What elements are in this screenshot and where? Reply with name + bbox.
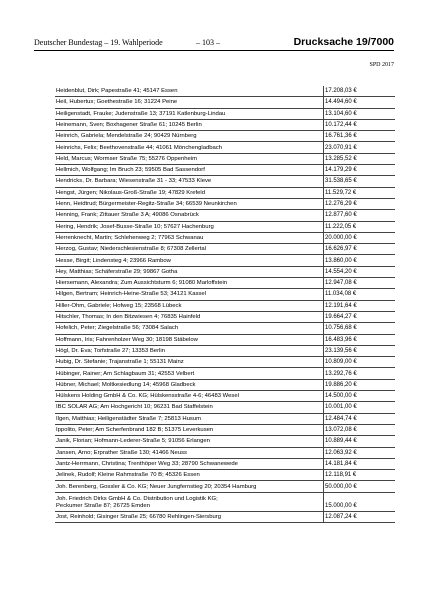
donation-amount: 10.172,44 € — [325, 122, 357, 128]
donation-amount: 12.191,64 € — [325, 302, 357, 309]
donation-amount: 15.000,00 € — [325, 502, 357, 509]
table-row — [55, 142, 395, 153]
donor-name-address: Heidenblut, Dirk; Papestraße 41; 45147 Essen — [56, 88, 178, 95]
table-row — [55, 425, 395, 436]
table-row — [55, 368, 395, 379]
donor-name-address: Hendricks, Dr. Barbara; Wiesenstraße 31 - 33; 47533 Kleve — [56, 178, 212, 185]
table-row — [55, 109, 395, 120]
table-row — [55, 459, 395, 470]
column-divider — [323, 188, 324, 198]
column-divider — [323, 425, 324, 435]
table-row — [55, 289, 395, 300]
column-divider — [323, 109, 324, 119]
donor-name-address: Jansen, Arno; Erprather Straße 130; 41466 Neuss — [56, 449, 187, 456]
table-row — [55, 154, 395, 165]
donor-name-address: Heinrich, Gabriela; Mendelstraße 24; 90429 Nürnberg — [56, 133, 197, 140]
column-divider — [323, 391, 324, 401]
donation-amount: 23.070,91 € — [325, 144, 357, 151]
page-number: – 103 – — [196, 38, 220, 47]
donor-name-address: Jost, Reinhold; Gisinger Straße 25; 66780 Rehlingen-Siersburg — [56, 513, 222, 520]
donor-name-address: Jelinek, Rudolf; Kleine Rahmstraße 70 B; 45326 Essen — [56, 472, 200, 479]
donor-name-address: Hiller-Ohm, Gabriele; Hofweg 15; 23568 Lübeck — [56, 302, 182, 309]
donation-amount: 11.222,05 € — [325, 223, 357, 230]
donor-name-address: Hoffmann, Iris; Fahrenholzer Weg 30; 18198 Stäbelow — [56, 336, 198, 343]
column-divider — [323, 323, 324, 333]
donor-name-address: Joh. Friedrich Dirks GmbH & Co. Distribution und Logistik KG; Peckumer Straße 87; 26725 Emden — [56, 495, 218, 509]
donor-name-address: Hey, Matthias; Schäferstraße 29; 99867 Gotha — [56, 268, 178, 275]
column-divider — [323, 233, 324, 243]
table-row — [55, 199, 395, 210]
table-row — [55, 346, 395, 357]
table-row — [55, 176, 395, 187]
donation-amount: 12.877,60 € — [325, 212, 357, 219]
donor-name-address: Joh. Berenberg, Gossler & Co. KG; Neuer Jungfernstieg 20; 20354 Hamburg — [56, 483, 257, 490]
donation-amount: 14.181,84 € — [325, 460, 357, 467]
column-divider — [323, 312, 324, 322]
donor-name-address: Janik, Florian; Hofmann-Lederer-Straße 5; 91056 Erlangen — [56, 438, 210, 445]
table-row — [55, 414, 395, 425]
table-row — [55, 165, 395, 176]
table-row — [55, 120, 395, 131]
donation-amount: 13.104,60 € — [325, 110, 357, 117]
donation-amount: 16.761,36 € — [325, 133, 357, 140]
document-number: Drucksache 19/7000 — [293, 36, 394, 48]
column-divider — [323, 402, 324, 412]
donor-name-address: Ippolito, Peter; Am Scherfenbrand 182 B; 51375 Leverkusen — [56, 427, 214, 434]
donor-name-address: Herzog, Gustav; Niederschlesienstraße 8; 67308 Zellertal — [56, 246, 206, 253]
column-divider — [323, 176, 324, 186]
donation-amount: 23.139,56 € — [325, 347, 357, 354]
donation-amount: 50.000,00 € — [325, 483, 357, 490]
table-row — [55, 244, 395, 255]
table-row — [55, 210, 395, 221]
table-row — [55, 357, 395, 368]
column-divider — [323, 142, 324, 152]
donation-amount: 12.484,74 € — [325, 415, 357, 422]
donor-name-address: Heil, Hubertus; Goethestraße 16; 31224 Peine — [56, 99, 178, 106]
table-row — [55, 323, 395, 334]
donor-name-address: Herrenknecht, Martin; Schlehenweg 2; 77963 Schwanau — [56, 234, 204, 241]
column-divider — [323, 154, 324, 164]
table-row — [55, 380, 395, 391]
table-row — [55, 301, 395, 312]
table-row — [55, 402, 395, 413]
column-divider — [323, 267, 324, 277]
column-divider — [323, 512, 324, 522]
donor-name-address: IBC SOLAR AG; Am Hochgericht 10; 96231 Bad Staffelstein — [56, 404, 213, 411]
donation-amount: 17.208,03 € — [325, 88, 357, 95]
donor-name-address: Hiersemann, Alexandra; Zum Aussichtsturm 6; 91080 Marloffstein — [56, 280, 228, 287]
table-row — [55, 86, 395, 97]
table-row — [55, 493, 395, 512]
party-label: SPD 2017 — [369, 62, 394, 68]
table-row — [55, 131, 395, 142]
column-divider — [323, 470, 324, 480]
document-source: Deutscher Bundestag – 19. Wahlperiode — [34, 38, 163, 47]
donation-amount: 12.087,24 € — [325, 513, 357, 520]
donation-amount: 13.072,08 € — [325, 427, 357, 434]
donor-name-address: Jantz-Herrmann, Christina; Trenthöper Weg 33; 28790 Schwanewede — [56, 460, 238, 467]
donation-amount: 10.809,00 € — [325, 359, 357, 366]
donor-name-address: Hengst, Jürgen; Nikolaus-Groß-Straße 19; 47829 Krefeld — [56, 189, 205, 196]
column-divider — [323, 380, 324, 390]
donation-amount: 19.886,20 € — [325, 381, 357, 388]
donor-name-address: Hellmich, Wolfgang; Im Bruch 23; 59505 Bad Sassendorf — [56, 167, 205, 174]
donor-name-address: Hesse, Birgit; Lindensteg 4; 23966 Rambow — [56, 257, 171, 264]
donation-amount: 16.483,96 € — [325, 336, 357, 343]
donation-amount: 11.529,72 € — [325, 189, 357, 196]
column-divider — [323, 301, 324, 311]
donor-name-address: Heinrichs, Felix; Beethovenstraße 44; 41061 Mönchengladbach — [56, 144, 223, 151]
donor-name-address: Heiligenstadt, Frauke; Judenstraße 13; 37191 Katlenburg-Lindau — [56, 110, 226, 117]
donor-name-address: Hülskens Holding GmbH & Co. KG; Hülskensstraße 4-6; 46483 Wesel — [56, 393, 239, 400]
donor-name-address: Högl, Dr. Eva; Torfstraße 27; 13353 Berlin — [56, 347, 165, 354]
column-divider — [323, 493, 324, 511]
column-divider — [323, 165, 324, 175]
column-divider — [323, 448, 324, 458]
table-row — [55, 335, 395, 346]
donor-name-address: Hubig, Dr. Stefanie; Trajanstraße 1; 55131 Mainz — [56, 359, 184, 366]
column-divider — [323, 244, 324, 254]
column-divider — [323, 97, 324, 107]
column-divider — [323, 199, 324, 209]
table-row — [55, 255, 395, 266]
donation-amount: 13.860,00 € — [325, 257, 357, 264]
table-row — [55, 278, 395, 289]
donation-amount: 13.292,76 € — [325, 370, 357, 377]
donation-amount: 19.664,27 € — [325, 314, 357, 321]
donation-amount: 12.947,08 € — [325, 280, 357, 287]
table-row — [55, 222, 395, 233]
table-row — [55, 448, 395, 459]
donor-name-address: Hübner, Michael; Moltkesiedlung 14; 45968 Gladbeck — [56, 381, 196, 388]
donor-name-address: Henn, Heidtrud; Bürgermeister-Regitz-Straße 34; 66539 Neunkirchen — [56, 201, 237, 208]
column-divider — [323, 481, 324, 491]
donation-amount: 20.000,00 € — [325, 234, 357, 241]
donation-amount: 11.034,08 € — [325, 291, 357, 298]
column-divider — [323, 278, 324, 288]
donation-amount: 14.554,20 € — [325, 268, 357, 275]
column-divider — [323, 368, 324, 378]
column-divider — [323, 346, 324, 356]
table-row — [55, 97, 395, 108]
donor-name-address: Hilgen, Bertram; Heinrich-Heine-Straße 53; 34121 Kassel — [56, 291, 206, 298]
column-divider — [323, 131, 324, 141]
donor-name-address: Hübinger, Rainer; Am Schlagbaum 31; 42553 Velbert — [56, 370, 195, 377]
donation-amount: 14.500,00 € — [325, 393, 357, 400]
table-row — [55, 188, 395, 199]
column-divider — [323, 414, 324, 424]
page-header — [34, 38, 394, 51]
column-divider — [323, 86, 324, 96]
donation-amount: 10.001,00 € — [325, 404, 357, 411]
donation-amount: 31.538,65 € — [325, 178, 357, 185]
column-divider — [323, 222, 324, 232]
donation-amount: 13.285,52 € — [325, 155, 357, 162]
table-row — [55, 481, 395, 492]
donation-amount: 14.494,60 € — [325, 99, 357, 106]
table-row — [55, 267, 395, 278]
donation-amount: 12.118,91 € — [325, 472, 357, 479]
donor-name-address: Hofelich, Peter; Ziegelstraße 56; 73084 Salach — [56, 325, 179, 332]
donation-amount: 10.756,68 € — [325, 325, 357, 332]
table-row — [55, 436, 395, 447]
donation-amount: 14.179,29 € — [325, 167, 357, 174]
table-row — [55, 470, 395, 481]
donor-name-address: Hering, Hendrik; Josef-Busse-Straße 10; 57627 Hachenburg — [56, 223, 214, 230]
donation-amount: 12.276,29 € — [325, 201, 357, 208]
table-row — [55, 391, 395, 402]
donor-name-address: Hitschler, Thomas; In den Bitzwiesen 4; 76835 Hainfeld — [56, 314, 201, 321]
table-row — [55, 233, 395, 244]
column-divider — [323, 357, 324, 367]
column-divider — [323, 459, 324, 469]
column-divider — [323, 120, 324, 130]
column-divider — [323, 436, 324, 446]
donor-name-address: Held, Marcus; Wormser Straße 75; 55276 Oppenheim — [56, 155, 198, 162]
column-divider — [323, 335, 324, 345]
donation-amount: 12.063,92 € — [325, 449, 357, 456]
donor-table — [55, 86, 395, 523]
column-divider — [323, 255, 324, 265]
column-divider — [323, 210, 324, 220]
table-row — [55, 312, 395, 323]
donation-amount: 16.626,97 € — [325, 246, 357, 253]
table-row — [55, 512, 395, 523]
column-divider — [323, 289, 324, 299]
donation-amount: 10.889,44 € — [325, 438, 357, 445]
donor-name-address: Ilgen, Matthias; Heiligenstädter Straße 7; 25813 Husum — [56, 415, 202, 422]
donor-name-address: Heinemann, Sven; Boxhagener Straße 61; 10245 Berlin — [56, 122, 202, 128]
donor-name-address: Henning, Frank; Zittauer Straße 3 A; 49086 Osnabrück — [56, 212, 199, 219]
